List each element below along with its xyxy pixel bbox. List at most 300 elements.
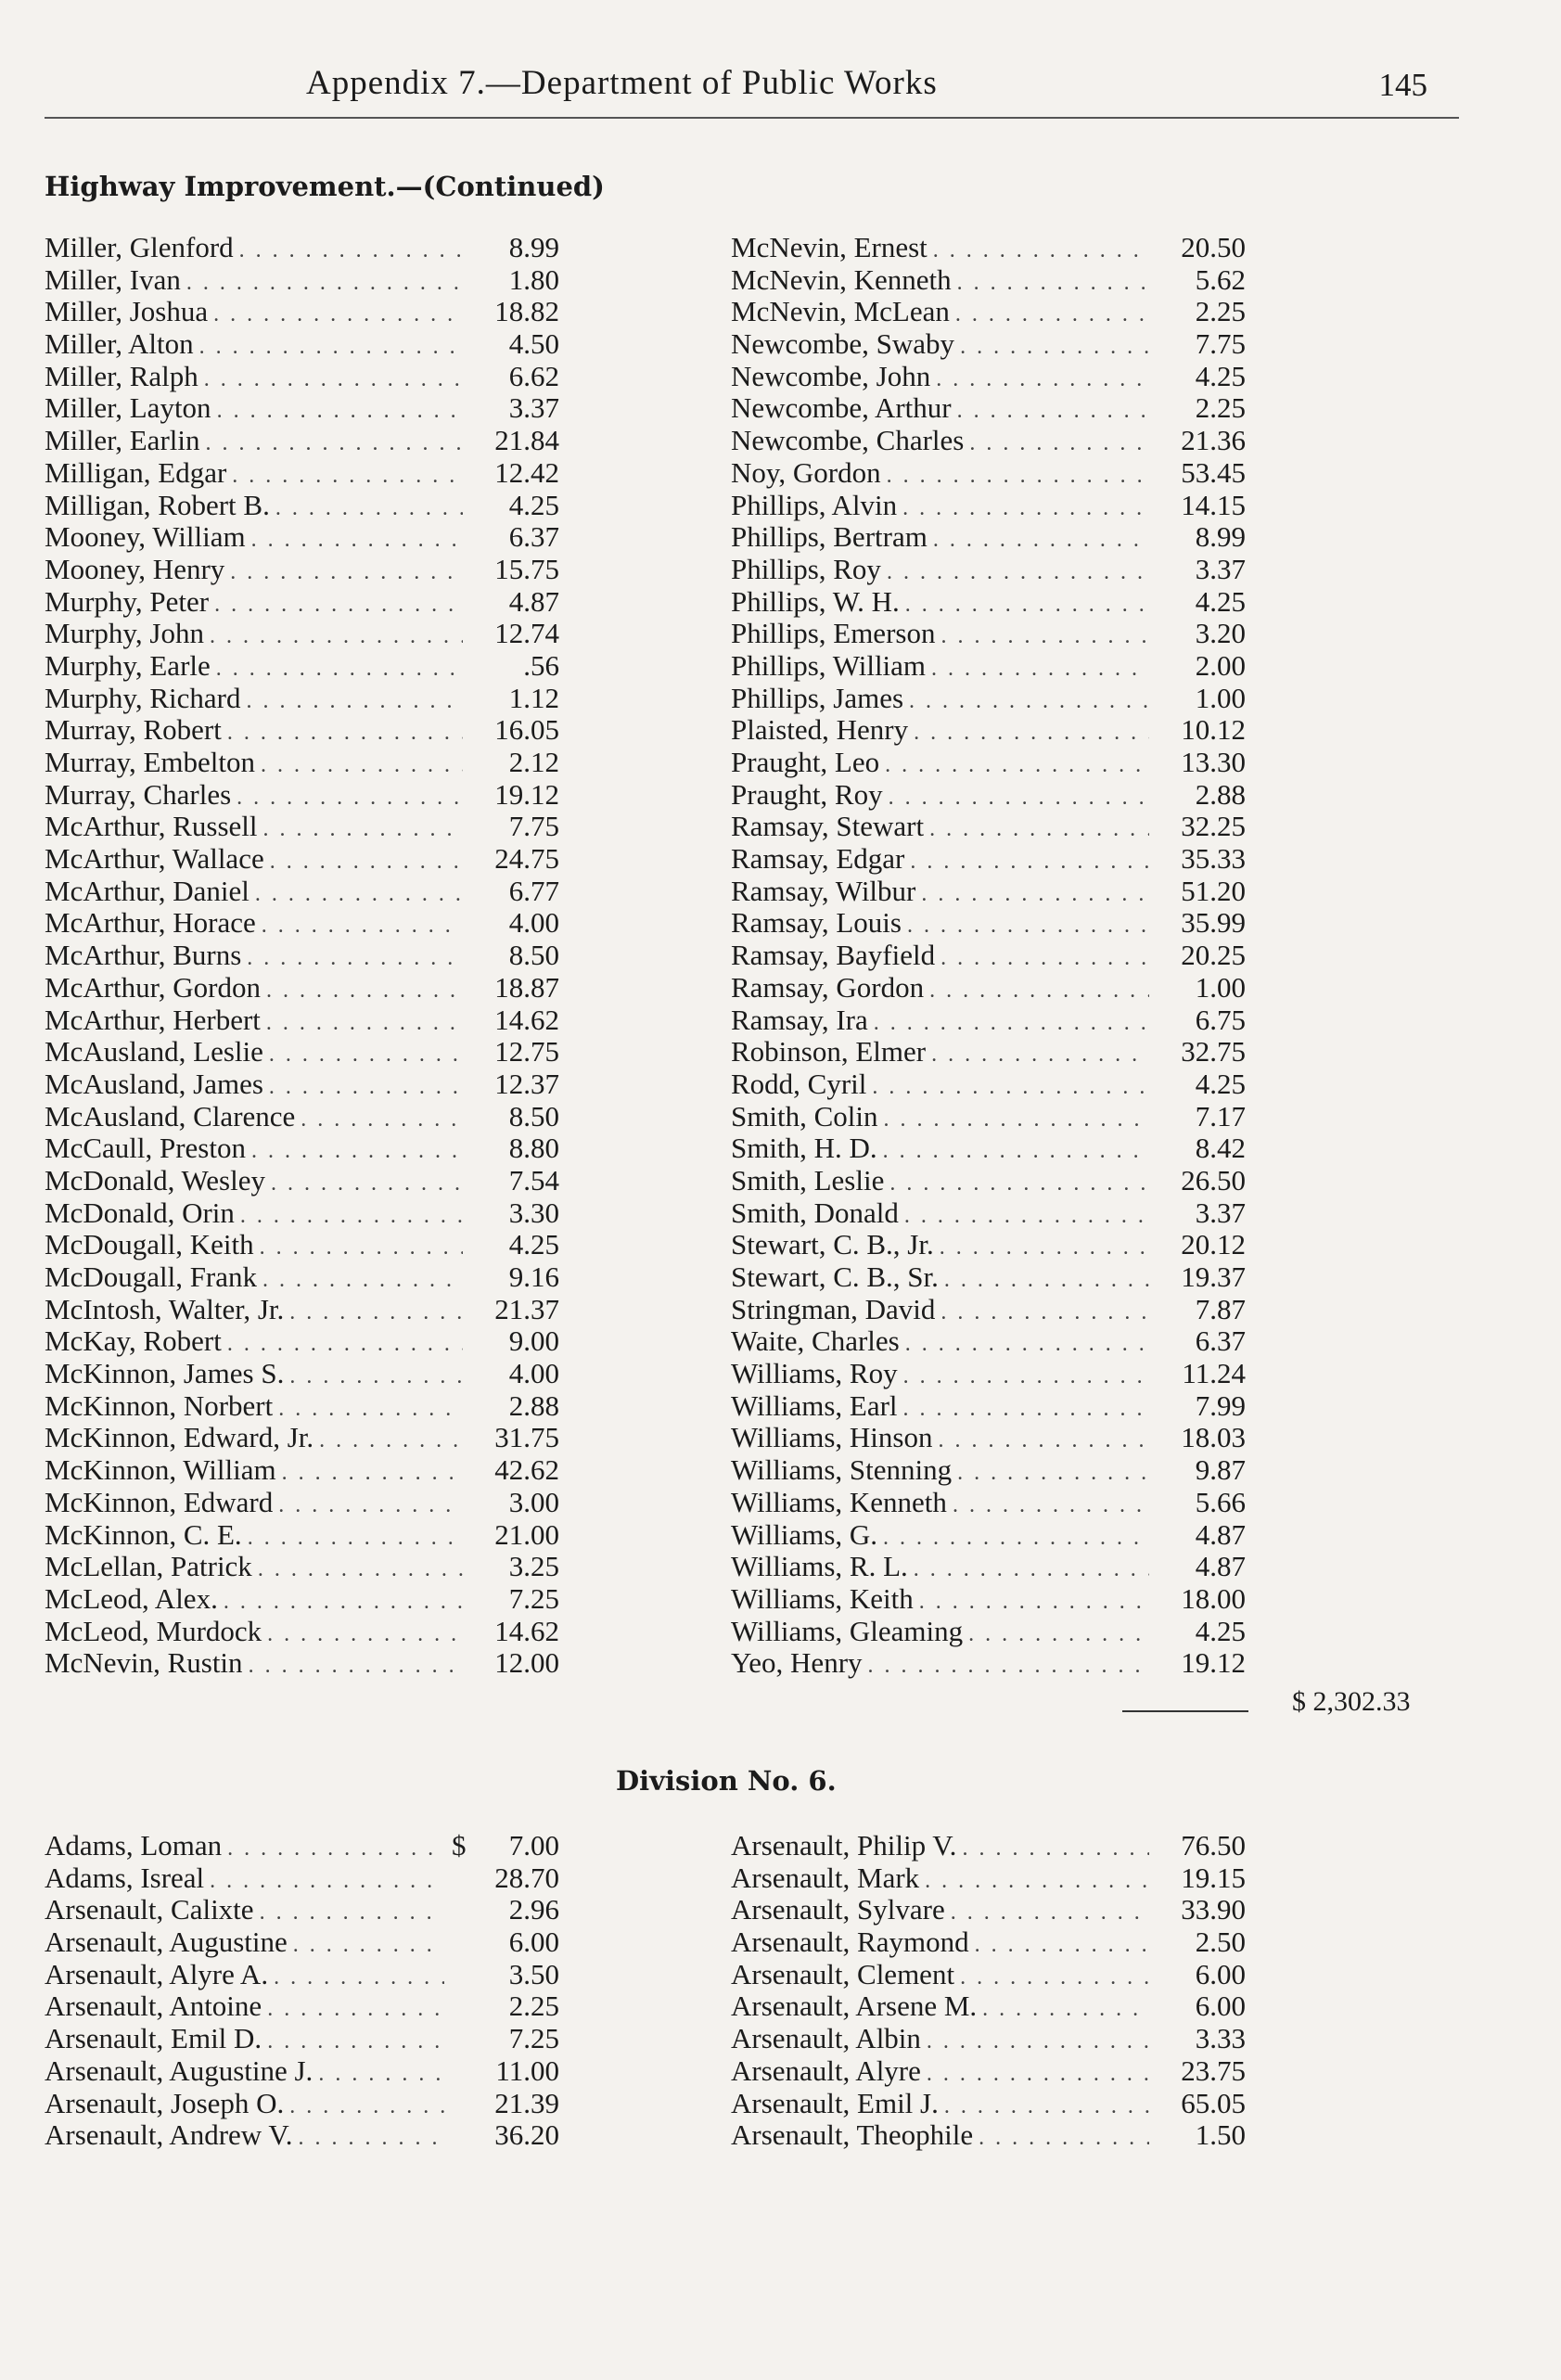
entry-amount: 24.75 xyxy=(494,842,559,876)
dot-leader xyxy=(925,1865,1149,1898)
entry-amount: 26.50 xyxy=(1181,1163,1246,1196)
ledger-entry xyxy=(45,1926,559,1959)
entry-amount: 53.45 xyxy=(1181,455,1246,489)
entry-name: Ramsay, Ira xyxy=(731,1003,868,1036)
entry-name: Waite, Charles xyxy=(731,1324,900,1358)
dot-leader xyxy=(904,1200,1149,1233)
ledger-entry xyxy=(731,457,1246,490)
entry-amount: 4.25 xyxy=(1195,584,1246,618)
dot-leader xyxy=(206,428,464,460)
dot-leader xyxy=(919,1586,1149,1619)
dot-leader xyxy=(214,589,463,621)
dot-leader xyxy=(213,299,463,331)
entry-amount: 20.25 xyxy=(1181,939,1246,972)
ledger-entry xyxy=(731,328,1246,361)
division-left-list xyxy=(45,1830,559,2152)
entry-amount: 32.75 xyxy=(1181,1035,1246,1068)
ledger-entry xyxy=(45,1583,559,1616)
entry-amount: 1.50 xyxy=(1195,2118,1246,2152)
dot-leader xyxy=(227,1833,444,1865)
entry-amount: 2.96 xyxy=(508,1893,559,1926)
entry-amount: 11.24 xyxy=(1182,1357,1246,1390)
ledger-entry xyxy=(45,1229,559,1261)
entry-name: Williams, Hinson xyxy=(731,1421,933,1454)
dot-leader xyxy=(936,364,1149,396)
dot-leader xyxy=(905,1328,1149,1361)
dot-leader xyxy=(975,1929,1149,1962)
entry-name: McArthur, Daniel xyxy=(45,874,250,907)
entry-name: McDougall, Frank xyxy=(45,1260,258,1293)
entry-name: Mooney, Henry xyxy=(45,552,225,585)
dot-leader xyxy=(262,1264,463,1297)
entry-name: McKinnon, C. E. xyxy=(45,1517,242,1551)
ledger-entry xyxy=(731,1487,1246,1519)
ledger-entry xyxy=(731,1894,1246,1926)
dot-leader xyxy=(269,1071,463,1104)
ledger-entry xyxy=(731,554,1246,586)
entry-amount: 7.17 xyxy=(1195,1099,1246,1132)
entry-name: Ramsay, Edgar xyxy=(731,842,905,876)
entry-amount: 31.75 xyxy=(494,1421,559,1454)
entry-amount: 3.50 xyxy=(508,1957,559,1990)
entry-amount: 19.12 xyxy=(494,777,559,811)
entry-amount: 16.05 xyxy=(494,713,559,747)
entry-name: McKay, Robert xyxy=(45,1324,222,1358)
ledger-entry xyxy=(45,843,559,876)
dot-leader xyxy=(278,1490,463,1522)
dot-leader xyxy=(216,653,463,685)
entry-name: Williams, Gleaming xyxy=(731,1614,964,1647)
ledger-entry xyxy=(45,1519,559,1552)
dot-leader xyxy=(255,878,463,911)
entry-name: Arsenault, Theophile xyxy=(731,2118,974,2152)
ledger-entry xyxy=(45,1551,559,1583)
ledger-entry xyxy=(731,907,1246,940)
ledger-entry xyxy=(45,2055,559,2088)
ledger-entry xyxy=(45,779,559,812)
entry-name: Arsenault, Joseph O. xyxy=(45,2086,285,2119)
ledger-entry xyxy=(731,1519,1246,1552)
ledger-entry xyxy=(45,1830,559,1862)
dot-leader xyxy=(239,235,463,267)
entry-amount: 7.25 xyxy=(508,2022,559,2055)
entry-amount: 5.62 xyxy=(1195,262,1246,296)
ledger-entry xyxy=(45,1647,559,1680)
dot-leader xyxy=(251,524,463,557)
entry-amount: 12.37 xyxy=(494,1067,559,1100)
entry-name: Arsenault, Andrew V. xyxy=(45,2118,293,2152)
entry-amount: 2.00 xyxy=(1195,648,1246,682)
ledger-entry xyxy=(45,972,559,1004)
entry-amount: 4.00 xyxy=(508,906,559,940)
ledger-entry xyxy=(731,392,1246,425)
dot-leader xyxy=(204,364,463,396)
entry-name: McNevin, Kenneth xyxy=(731,262,952,296)
dot-leader xyxy=(933,524,1149,557)
ledger-entry xyxy=(45,650,559,683)
entry-amount: 2.88 xyxy=(508,1388,559,1422)
dot-leader xyxy=(269,1039,463,1071)
entry-name: McLellan, Patrick xyxy=(45,1550,252,1583)
ledger-entry xyxy=(731,1990,1246,2023)
ledger-entry xyxy=(45,521,559,554)
dot-leader xyxy=(227,717,463,749)
ledger-entry xyxy=(731,232,1246,264)
entry-name: McKinnon, Edward xyxy=(45,1485,274,1518)
entry-name: Praught, Leo xyxy=(731,746,880,778)
entry-name: McNevin, Rustin xyxy=(45,1646,243,1680)
entry-name: Adams, Isreal xyxy=(45,1861,205,1894)
dot-leader xyxy=(979,2122,1149,2155)
dot-leader xyxy=(940,942,1149,975)
dot-leader xyxy=(883,1135,1149,1168)
ledger-entry xyxy=(731,1959,1246,1991)
entry-name: Williams, Keith xyxy=(731,1581,914,1615)
ledger-entry xyxy=(731,1647,1246,1680)
dot-leader xyxy=(929,813,1149,846)
ledger-entry xyxy=(731,650,1246,683)
entry-name: Ramsay, Louis xyxy=(731,906,902,940)
ledger-entry xyxy=(731,1004,1246,1037)
entry-name: Smith, Leslie xyxy=(731,1163,885,1196)
ledger-entry xyxy=(731,876,1246,908)
entry-name: McArthur, Herbert xyxy=(45,1003,261,1036)
ledger-entry xyxy=(731,1036,1246,1068)
entry-amount: 14.62 xyxy=(494,1614,559,1647)
entry-amount: 9.16 xyxy=(508,1260,559,1293)
entry-name: Arsenault, Philip V. xyxy=(731,1829,957,1862)
dot-leader xyxy=(872,1071,1149,1104)
dot-leader xyxy=(232,460,463,493)
entry-name: Smith, H. D. xyxy=(731,1132,877,1165)
entry-amount: 8.99 xyxy=(508,231,559,263)
ledger-entry xyxy=(731,1390,1246,1423)
entry-name: Stewart, C. B., Sr. xyxy=(731,1260,939,1293)
entry-name: Murphy, Peter xyxy=(45,584,210,618)
dot-leader xyxy=(944,2091,1149,2123)
entry-amount: 6.75 xyxy=(1195,1003,1246,1036)
dot-leader xyxy=(266,975,463,1007)
entry-name: Arsenault, Clement xyxy=(731,1957,955,1990)
entry-amount: 21.84 xyxy=(494,424,559,457)
entry-name: Arsenault, Albin xyxy=(731,2022,921,2055)
entry-name: McArthur, Russell xyxy=(45,810,258,843)
ledger-entry xyxy=(45,1454,559,1487)
ledger-entry xyxy=(731,843,1246,876)
ledger-entry xyxy=(731,940,1246,972)
entry-name: McArthur, Horace xyxy=(45,906,256,940)
ledger-entry xyxy=(731,1325,1246,1358)
dot-leader xyxy=(267,1993,444,2026)
entry-amount: 4.25 xyxy=(1195,1614,1246,1647)
dot-leader xyxy=(907,910,1149,942)
entry-name: Williams, Kenneth xyxy=(731,1485,947,1518)
dot-leader xyxy=(905,589,1149,621)
entry-name: Miller, Earlin xyxy=(45,424,200,457)
ledger-entry xyxy=(45,1390,559,1423)
dot-leader xyxy=(267,2026,444,2058)
entry-name: McAusland, James xyxy=(45,1067,263,1100)
entry-amount: 4.87 xyxy=(508,584,559,618)
entry-name: Ramsay, Stewart xyxy=(731,810,925,843)
dot-leader xyxy=(955,299,1149,331)
entry-amount: 12.74 xyxy=(494,617,559,650)
ledger-entry xyxy=(731,361,1246,393)
entry-name: Arsenault, Sylvare xyxy=(731,1893,945,1926)
dot-leader xyxy=(885,749,1149,782)
dot-leader xyxy=(953,1490,1149,1522)
ledger-entry xyxy=(45,425,559,457)
ledger-entry xyxy=(731,811,1246,843)
ledger-entry xyxy=(45,586,559,619)
entry-name: Praught, Roy xyxy=(731,777,883,811)
running-head: Appendix 7.—Department of Public Works xyxy=(306,64,938,102)
ledger-entry xyxy=(45,1959,559,1991)
entry-amount: 3.00 xyxy=(508,1485,559,1518)
entry-amount: 8.99 xyxy=(1195,520,1246,554)
entry-amount: 6.00 xyxy=(1195,1957,1246,1990)
ledger-entry xyxy=(731,1132,1246,1165)
ledger-entry xyxy=(45,328,559,361)
entry-amount: 2.50 xyxy=(1195,1926,1246,1959)
dot-leader xyxy=(261,749,463,782)
dot-leader xyxy=(902,493,1149,525)
ledger-entry xyxy=(45,296,559,328)
division-heading: Division No. 6. xyxy=(616,1765,837,1797)
entry-name: McLeod, Alex. xyxy=(45,1581,218,1615)
entry-amount: 6.00 xyxy=(1195,1990,1246,2023)
ledger-entry xyxy=(731,296,1246,328)
ledger-entry xyxy=(45,1487,559,1519)
ledger-entry xyxy=(45,1165,559,1197)
entry-name: Arsenault, Antoine xyxy=(45,1990,262,2023)
dot-leader xyxy=(921,878,1149,911)
ledger-entry xyxy=(731,714,1246,747)
dot-leader xyxy=(931,1039,1149,1071)
entry-amount: 9.00 xyxy=(508,1324,559,1358)
ledger-entry xyxy=(731,1583,1246,1616)
entry-amount: 35.99 xyxy=(1181,906,1246,940)
dot-leader xyxy=(951,1897,1149,1929)
entry-amount: 20.12 xyxy=(1181,1228,1246,1261)
entry-name: Arsenault, Augustine xyxy=(45,1926,288,1959)
dot-leader xyxy=(282,1457,463,1490)
entry-amount: 3.37 xyxy=(1195,552,1246,585)
entry-amount: 3.37 xyxy=(508,391,559,425)
entry-amount: 7.75 xyxy=(508,810,559,843)
ledger-entry xyxy=(45,618,559,650)
ledger-entry xyxy=(45,1862,559,1895)
dot-leader xyxy=(927,2026,1149,2058)
dot-leader xyxy=(927,2058,1149,2091)
entry-amount: 12.42 xyxy=(494,455,559,489)
entry-name: Ramsay, Wilbur xyxy=(731,874,916,907)
entry-name: Smith, Donald xyxy=(731,1196,899,1229)
ledger-entry xyxy=(45,876,559,908)
entry-name: McDonald, Wesley xyxy=(45,1163,265,1196)
left-column-list xyxy=(45,232,559,1680)
entry-name: Murray, Embelton xyxy=(45,746,255,778)
entry-amount: 1.00 xyxy=(1195,970,1246,1004)
entry-name: Phillips, Bertram xyxy=(731,520,928,554)
entry-name: McCaull, Preston xyxy=(45,1132,246,1165)
dot-leader xyxy=(267,1619,463,1651)
entry-amount: 6.37 xyxy=(508,520,559,554)
dot-leader xyxy=(260,1897,444,1929)
dot-leader xyxy=(248,1522,463,1555)
entry-amount: 32.25 xyxy=(1181,810,1246,843)
header-rule xyxy=(45,117,1459,119)
entry-name: Ramsay, Gordon xyxy=(731,970,925,1004)
entry-amount: 6.77 xyxy=(508,874,559,907)
ledger-entry xyxy=(731,1068,1246,1101)
entry-name: McAusland, Leslie xyxy=(45,1035,263,1068)
entry-name: McDougall, Keith xyxy=(45,1228,254,1261)
dot-leader xyxy=(251,1135,463,1168)
entry-amount: 4.25 xyxy=(508,1228,559,1261)
dot-leader xyxy=(258,1554,463,1586)
entry-name: McAusland, Clarence xyxy=(45,1099,296,1132)
ledger-entry xyxy=(45,554,559,586)
ledger-entry xyxy=(731,2055,1246,2088)
entry-name: McArthur, Gordon xyxy=(45,970,261,1004)
entry-name: Arsenault, Raymond xyxy=(731,1926,969,1959)
entry-name: McNevin, Ernest xyxy=(731,231,928,263)
entry-amount: 18.03 xyxy=(1181,1421,1246,1454)
dot-leader xyxy=(940,1297,1149,1329)
dot-leader xyxy=(940,1232,1149,1264)
entry-amount: 19.15 xyxy=(1181,1861,1246,1894)
entry-name: McKinnon, Norbert xyxy=(45,1388,274,1422)
entry-amount: 3.30 xyxy=(508,1196,559,1229)
dot-leader xyxy=(940,621,1149,653)
entry-name: Murphy, Richard xyxy=(45,681,241,714)
subtotal-rule xyxy=(1122,1710,1248,1712)
ledger-entry xyxy=(731,1197,1246,1230)
dot-leader xyxy=(883,1522,1149,1555)
dot-leader xyxy=(914,717,1149,749)
entry-amount: 2.25 xyxy=(1195,391,1246,425)
dot-leader xyxy=(903,1393,1149,1426)
ledger-entry xyxy=(45,2088,559,2120)
entry-name: Williams, G. xyxy=(731,1517,878,1551)
dot-leader xyxy=(957,1457,1149,1490)
entry-amount: 6.37 xyxy=(1195,1324,1246,1358)
dot-leader xyxy=(868,1650,1149,1683)
dot-leader xyxy=(301,1104,463,1136)
ledger-entry xyxy=(731,1862,1246,1895)
dot-leader xyxy=(289,2091,444,2123)
dot-leader xyxy=(887,557,1149,589)
entry-name: McKinnon, Edward, Jr. xyxy=(45,1421,314,1454)
entry-amount: 21.36 xyxy=(1181,424,1246,457)
entry-amount: 7.25 xyxy=(508,1581,559,1615)
ledger-entry xyxy=(45,1894,559,1926)
entry-name: Robinson, Elmer xyxy=(731,1035,927,1068)
entry-name: Rodd, Cyril xyxy=(731,1067,867,1100)
ledger-entry xyxy=(731,972,1246,1004)
ledger-entry xyxy=(45,1325,559,1358)
ledger-entry xyxy=(731,1926,1246,1959)
ledger-entry xyxy=(731,1101,1246,1133)
entry-name: Ramsay, Bayfield xyxy=(731,939,936,972)
entry-name: Arsenault, Arsene M. xyxy=(731,1990,978,2023)
entry-name: Arsenault, Augustine J. xyxy=(45,2054,313,2087)
ledger-entry xyxy=(45,714,559,747)
entry-name: Arsenault, Alyre A. xyxy=(45,1957,269,1990)
dot-leader xyxy=(931,653,1149,685)
entry-name: Arsenault, Alyre xyxy=(731,2054,921,2087)
entry-amount: 4.87 xyxy=(1195,1517,1246,1551)
ledger-entry xyxy=(45,683,559,715)
dot-leader xyxy=(889,782,1149,814)
entry-amount: 12.75 xyxy=(494,1035,559,1068)
ledger-entry xyxy=(731,1358,1246,1390)
entry-amount: 4.87 xyxy=(1195,1550,1246,1583)
entry-name: Phillips, William xyxy=(731,648,927,682)
dot-leader xyxy=(186,267,463,300)
entry-amount: 35.33 xyxy=(1181,842,1246,876)
dot-leader xyxy=(237,782,463,814)
dollar-sign: $ xyxy=(452,1829,467,1862)
entry-name: McIntosh, Walter, Jr. xyxy=(45,1292,285,1325)
entry-amount: .56 xyxy=(523,648,559,682)
dot-leader xyxy=(249,1650,463,1683)
ledger-entry xyxy=(731,1229,1246,1261)
ledger-entry xyxy=(731,521,1246,554)
section-heading: Highway Improvement.—(Continued) xyxy=(45,171,605,202)
entry-amount: 4.50 xyxy=(508,327,559,361)
entry-amount: 3.25 xyxy=(508,1550,559,1583)
dot-leader xyxy=(889,1168,1149,1200)
entry-amount: 6.00 xyxy=(508,1926,559,1959)
entry-amount: 21.39 xyxy=(494,2086,559,2119)
ledger-entry xyxy=(731,1616,1246,1648)
entry-amount: 18.00 xyxy=(1181,1581,1246,1615)
ledger-entry xyxy=(731,747,1246,779)
entry-name: McArthur, Wallace xyxy=(45,842,264,876)
ledger-entry xyxy=(45,1004,559,1037)
entry-amount: 3.37 xyxy=(1195,1196,1246,1229)
ledger-entry xyxy=(731,1551,1246,1583)
entry-amount: 65.05 xyxy=(1181,2086,1246,2119)
entry-amount: 1.80 xyxy=(508,262,559,296)
entry-name: Arsenault, Emil J. xyxy=(731,2086,939,2119)
dot-leader xyxy=(270,846,463,878)
entry-amount: 2.25 xyxy=(1195,295,1246,328)
dot-leader xyxy=(240,1200,463,1233)
entry-name: McLeod, Murdock xyxy=(45,1614,262,1647)
entry-amount: 4.25 xyxy=(1195,1067,1246,1100)
ledger-entry xyxy=(731,1422,1246,1454)
entry-amount: 8.50 xyxy=(508,939,559,972)
entry-name: Williams, Roy xyxy=(731,1357,898,1390)
dot-leader xyxy=(960,1962,1149,1994)
dot-leader xyxy=(266,1007,463,1040)
entry-name: Miller, Glenford xyxy=(45,231,234,263)
ledger-entry xyxy=(45,264,559,297)
ledger-entry xyxy=(731,779,1246,812)
entry-amount: 8.50 xyxy=(508,1099,559,1132)
entry-amount: 13.30 xyxy=(1181,746,1246,778)
ledger-entry xyxy=(45,490,559,522)
entry-name: Murray, Robert xyxy=(45,713,222,747)
entry-name: Mooney, William xyxy=(45,520,246,554)
dot-leader xyxy=(217,395,463,428)
ledger-entry xyxy=(45,1132,559,1165)
entry-amount: 18.82 xyxy=(494,295,559,328)
entry-amount: 28.70 xyxy=(494,1861,559,1894)
